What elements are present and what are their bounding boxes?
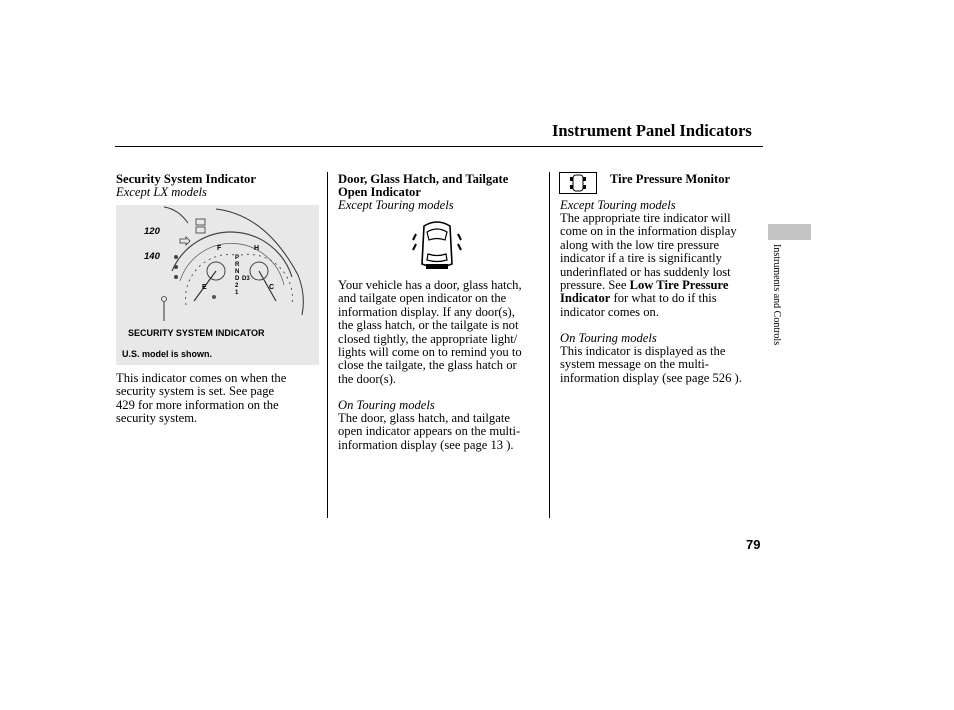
body-line: underinflated or has suddenly lost <box>560 264 731 279</box>
security-body <box>116 372 286 426</box>
gauge-label-fuel-e: E <box>202 284 207 291</box>
gauge-label-140: 140 <box>144 251 160 262</box>
tire-body <box>560 212 737 319</box>
door-subheading: Except Touring models <box>338 198 454 212</box>
tire-pressure-icon <box>559 172 597 194</box>
gear-d: D <box>235 276 240 282</box>
door-body <box>338 279 522 386</box>
gear-d3: D3 <box>242 276 250 282</box>
body-line: the glass hatch, or the tailgate is not <box>338 318 519 333</box>
body-line: information display (see page 526 ). <box>560 370 742 385</box>
body-line: come on in the information display <box>560 224 737 239</box>
column-divider-2 <box>549 172 550 518</box>
low-tire-pressure-reference: Low Tire Pressure <box>629 278 729 293</box>
body-line <box>560 292 737 305</box>
gauge-label-fuel-f: F <box>217 245 222 252</box>
gauge-label-temp-c: C <box>269 284 275 291</box>
door-open-icon <box>408 218 466 272</box>
indicator-reference: Indicator <box>560 291 611 306</box>
body-line: the door(s). <box>338 371 397 386</box>
tire-heading: Tire Pressure Monitor <box>610 172 731 186</box>
security-subheading: Except LX models <box>116 185 207 199</box>
body-line: along with the low tire pressure <box>560 237 720 252</box>
gear-1: 1 <box>235 290 239 296</box>
page-title: Instrument Panel Indicators <box>552 121 752 140</box>
gear-n: N <box>235 269 240 275</box>
section-label: Instruments and Controls <box>771 244 782 346</box>
body-line: 429 for more information on the <box>116 397 279 412</box>
body-line: close the tailgate, the glass hatch or <box>338 358 517 373</box>
body-line: information display (see page 13 ). <box>338 437 514 452</box>
tire-touring-heading: On Touring models <box>560 331 657 345</box>
security-heading: Security System Indicator <box>116 172 256 186</box>
body-line: closed tightly, the appropriate light/ <box>338 331 518 346</box>
tire-pressure-car-icon <box>560 173 596 193</box>
figure-caption: SECURITY SYSTEM INDICATOR <box>128 328 265 338</box>
door-touring-heading: On Touring models <box>338 398 435 412</box>
body-line: open indicator appears on the multi- <box>338 424 521 439</box>
body-text: for what to do if this <box>610 291 717 306</box>
door-touring-body <box>338 412 520 452</box>
gear-p: P <box>235 255 240 261</box>
body-line: The appropriate tire indicator will <box>560 211 731 225</box>
gauge-label-temp-h: H <box>254 245 260 252</box>
body-line: security system. <box>116 411 198 426</box>
tire-touring-body <box>560 345 742 385</box>
body-line: The door, glass hatch, and tailgate <box>338 411 510 425</box>
header-rule <box>115 146 763 147</box>
body-line: lights will come on to remind you to <box>338 345 522 360</box>
instrument-gauge-figure <box>116 205 319 365</box>
section-tab <box>768 224 811 240</box>
body-line: indicator comes on. <box>560 304 659 319</box>
body-line: security system is set. See page <box>116 384 275 399</box>
figure-note: U.S. model is shown. <box>122 349 213 359</box>
body-line <box>560 279 737 292</box>
door-heading-line2: Open Indicator <box>338 185 421 199</box>
body-text: pressure. See <box>560 278 630 293</box>
body-line: This indicator comes on when the <box>116 371 287 385</box>
body-line: Your vehicle has a door, glass hatch, <box>338 278 522 292</box>
body-line: and tailgate open indicator on the <box>338 291 507 306</box>
body-line: information display. If any door(s), <box>338 304 515 319</box>
tire-subheading: Except Touring models <box>560 198 676 212</box>
body-line: indicator if a tire is significantly <box>560 251 722 266</box>
body-line: system message on the multi- <box>560 357 710 372</box>
door-heading-line1: Door, Glass Hatch, and Tailgate <box>338 172 509 186</box>
body-line: This indicator is displayed as the <box>560 344 726 358</box>
page-number: 79 <box>746 537 761 552</box>
gear-r: R <box>235 262 240 268</box>
gauge-label-120: 120 <box>144 226 160 237</box>
gear-2: 2 <box>235 283 239 289</box>
column-divider-1 <box>327 172 328 518</box>
